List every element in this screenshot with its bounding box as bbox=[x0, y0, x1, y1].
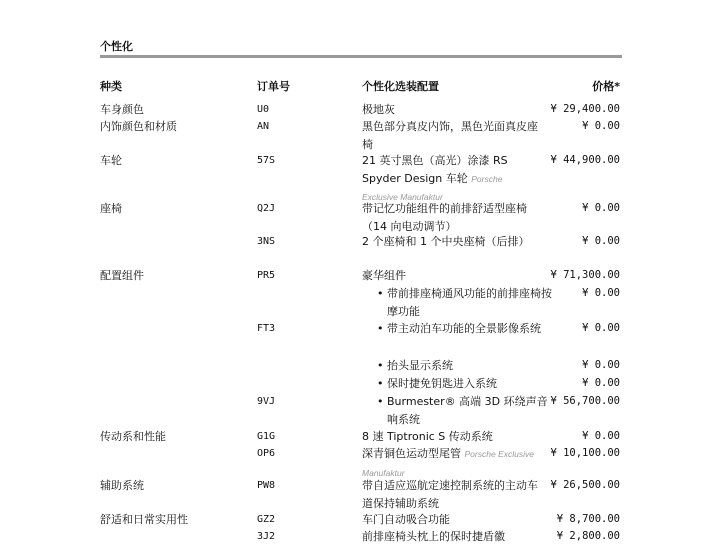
row-price: ¥ 56,700.00 bbox=[550, 395, 620, 407]
row-option: 带记忆功能组件的前排舒适型座椅（14 向电动调节） bbox=[362, 202, 527, 233]
row-option bbox=[362, 152, 540, 207]
row-option: 极地灰 bbox=[362, 103, 395, 116]
row-category: 舒适和日常实用性 bbox=[100, 513, 188, 526]
package-item: • 保时捷免钥匙进入系统 bbox=[377, 375, 552, 393]
row-option: 豪华组件 bbox=[362, 269, 406, 282]
row-order-code: U0 bbox=[257, 104, 270, 115]
row-option: 车门自动吸合功能 bbox=[362, 513, 450, 526]
row-category: 配置组件 bbox=[100, 269, 144, 282]
row-price: ¥ 0.00 bbox=[582, 235, 620, 247]
exclusive-manufaktur-tag: Porsche Exclusive Manufaktur bbox=[362, 449, 534, 478]
row-price: ¥ 0.00 bbox=[582, 377, 620, 389]
row-order-code: FT3 bbox=[257, 323, 276, 334]
row-price: ¥ 71,300.00 bbox=[550, 269, 620, 281]
row-order-code: PR5 bbox=[257, 270, 276, 281]
row-order-code: OP6 bbox=[257, 448, 276, 459]
row-order-code: 57S bbox=[257, 155, 276, 166]
row-price: ¥ 0.00 bbox=[582, 120, 620, 132]
row-price: ¥ 44,900.00 bbox=[550, 154, 620, 166]
row-order-code: G1G bbox=[257, 431, 276, 442]
section-title: 个性化 bbox=[100, 40, 133, 53]
row-price: ¥ 0.00 bbox=[582, 359, 620, 371]
row-price: ¥ 8,700.00 bbox=[556, 513, 620, 525]
row-order-code: Q2J bbox=[257, 203, 276, 214]
row-price: ¥ 29,400.00 bbox=[550, 103, 620, 115]
row-option: 前排座椅头枕上的保时捷盾徽 bbox=[362, 530, 505, 543]
row-option: 带自适应巡航定速控制系统的主动车道保持辅助系统 bbox=[362, 479, 538, 510]
package-item: • 抬头显示系统 bbox=[377, 357, 552, 375]
package-item: • 带主动泊车功能的全景影像系统 bbox=[377, 320, 552, 338]
row-category: 座椅 bbox=[100, 202, 122, 215]
row-option-text: 深青铜色运动型尾管 bbox=[362, 447, 461, 460]
row-category: 车身颜色 bbox=[100, 103, 144, 116]
row-price: ¥ 10,100.00 bbox=[550, 447, 620, 459]
row-category: 车轮 bbox=[100, 154, 122, 167]
row-price: ¥ 26,500.00 bbox=[550, 479, 620, 491]
row-option: 8 速 Tiptronic S 传动系统 bbox=[362, 430, 493, 443]
row-order-code: 3NS bbox=[257, 236, 276, 247]
row-order-code: GZ2 bbox=[257, 514, 276, 525]
header-price: 价格* bbox=[592, 80, 620, 93]
row-category: 传动系和性能 bbox=[100, 430, 166, 443]
row-price: ¥ 0.00 bbox=[582, 322, 620, 334]
exclusive-manufaktur-tag: Porsche Exclusive Manufaktur bbox=[362, 173, 503, 202]
row-order-code: 9VJ bbox=[257, 396, 276, 407]
row-option-text: 21 英寸黑色（高光）涂漆 RS Spyder Design 车轮 bbox=[362, 154, 508, 185]
header-order-number: 订单号 bbox=[257, 80, 290, 93]
row-category: 辅助系统 bbox=[100, 479, 144, 492]
package-item: • 带前排座椅通风功能的前排座椅按摩功能 bbox=[377, 285, 552, 320]
row-option: 黑色部分真皮内饰，黑色光面真皮座椅 bbox=[362, 120, 538, 151]
row-price: ¥ 2,800.00 bbox=[556, 530, 620, 542]
package-item: • Burmester® 高端 3D 环绕声音响系统 bbox=[377, 393, 552, 428]
row-order-code: AN bbox=[257, 121, 270, 132]
row-price: ¥ 0.00 bbox=[582, 430, 620, 442]
header-option: 个性化选装配置 bbox=[362, 80, 439, 93]
row-option: 2 个座椅和 1 个中央座椅（后排） bbox=[362, 235, 530, 248]
row-order-code: 3J2 bbox=[257, 531, 276, 542]
row-price: ¥ 0.00 bbox=[582, 287, 620, 299]
row-category: 内饰颜色和材质 bbox=[100, 120, 177, 133]
row-order-code: PW8 bbox=[257, 480, 276, 491]
header-category: 种类 bbox=[100, 80, 122, 93]
section-divider bbox=[100, 55, 622, 58]
row-price: ¥ 0.00 bbox=[582, 202, 620, 214]
